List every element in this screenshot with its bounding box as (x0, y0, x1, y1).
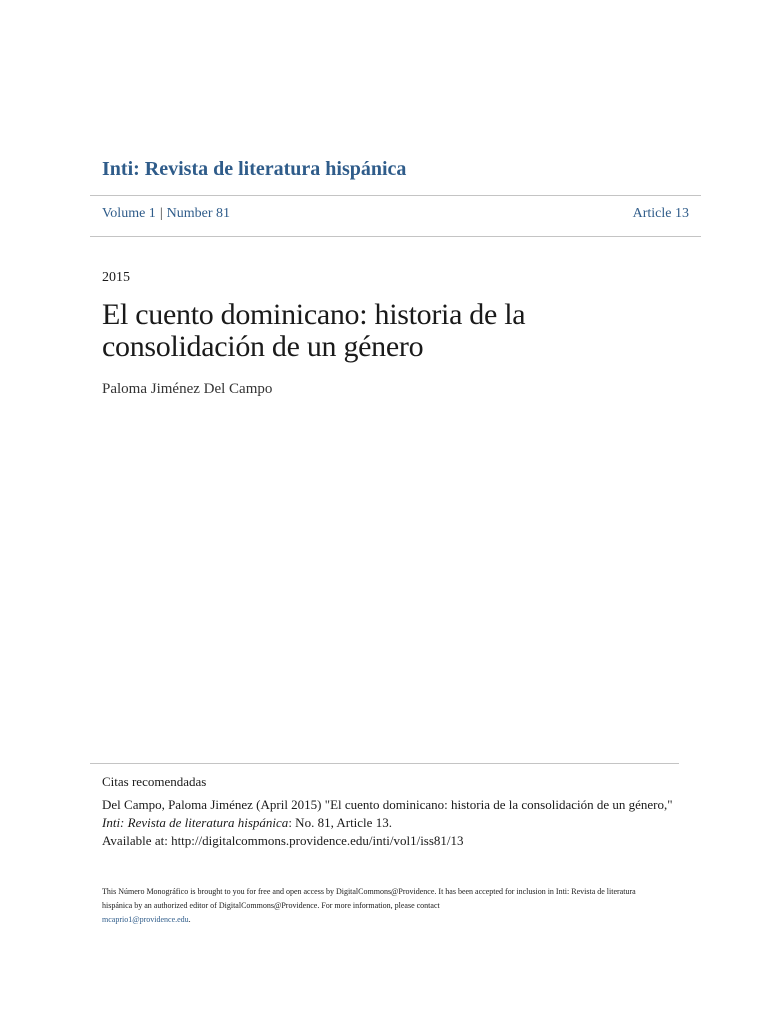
author-name: Paloma Jiménez Del Campo (102, 381, 273, 397)
article-number-link[interactable]: Article 13 (632, 206, 689, 221)
citation-available-at: Available at: http://digitalcommons.providence.edu/inti/vol1/iss81/13 (102, 833, 464, 848)
footer-period: . (188, 915, 191, 924)
contact-email-link[interactable]: mcaprio1@providence.edu (102, 915, 189, 924)
volume-number-line (102, 206, 230, 222)
citation-body (102, 796, 682, 850)
publication-year: 2015 (102, 270, 130, 285)
volume-separator: | (159, 206, 163, 221)
footer-notice-text: This Número Monográfico is brought to you for free and open access by DigitalCommons@Providence. It has been accepted for inclusion in Inti: Revista de literatura hispánica by an authorized editor of DigitalCommons@Providence. For more information, please contact (102, 887, 636, 910)
header-divider-bottom (90, 236, 701, 237)
citation-text-part1: Del Campo, Paloma Jiménez (April 2015) "El cuento dominicano: historia de la consolidación de un género," (102, 797, 673, 812)
journal-title-link[interactable]: Inti: Revista de literatura hispánica (102, 158, 407, 180)
header-divider-top (90, 195, 701, 196)
citation-heading: Citas recomendadas (102, 774, 207, 789)
volume-link[interactable]: Volume 1 (102, 206, 156, 221)
citation-text-part2: : No. 81, Article 13. (288, 815, 392, 830)
article-title: El cuento dominicano: historia de la consolidación de un género (102, 298, 526, 363)
citation-divider (90, 763, 679, 764)
citation-journal-name: Inti: Revista de literatura hispánica (102, 815, 289, 830)
footer-notice (102, 885, 662, 927)
number-link[interactable]: Number 81 (166, 206, 231, 221)
